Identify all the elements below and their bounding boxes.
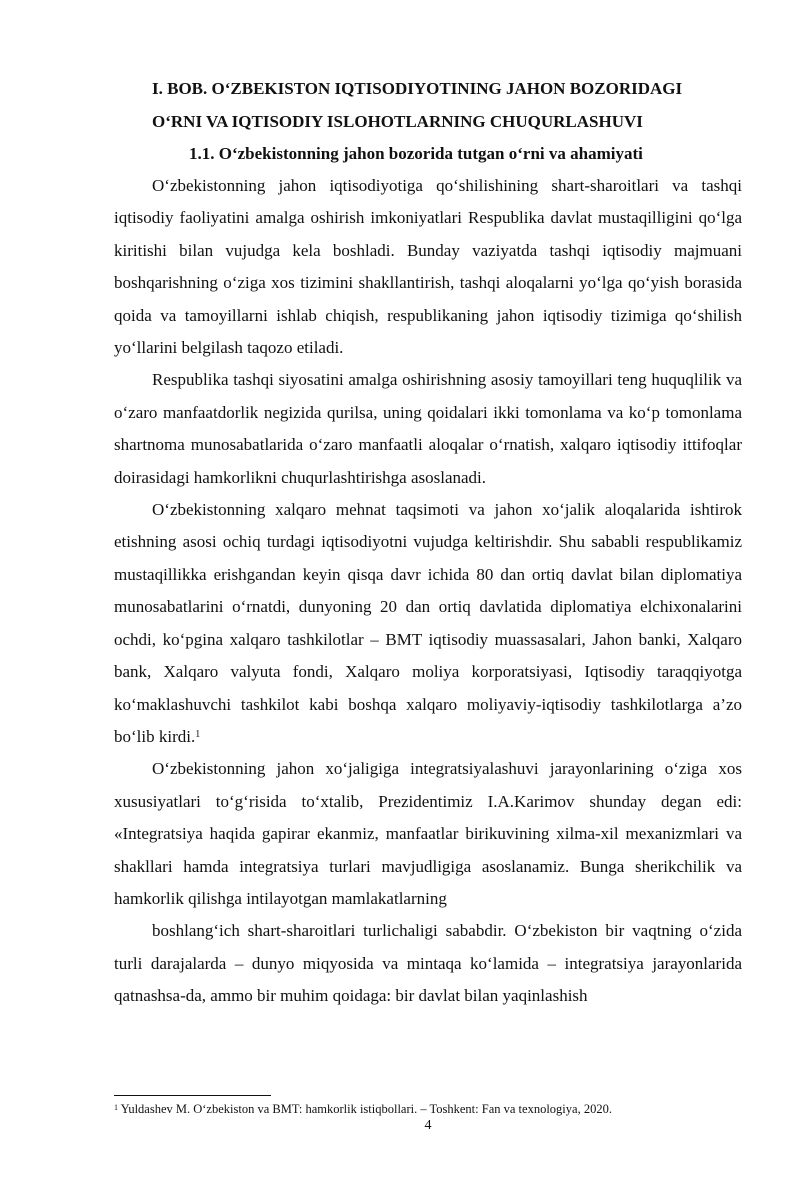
paragraph-1: O‘zbekistonning jahon iqtisodiyotiga qo‘shilishining shart-sharoitlari va tashqi iqtisodiy faoliyatini amalga oshirish imkoniyatlari Respublika davlat mustaqilligini qo‘lga kiritishi bilan vujudga kela boshladi. Bunday vaziyatda tashqi iqtisodiy majmuani boshqarishning o‘ziga xos tizimini shakllantirish, tashqi aloqalarni yo‘lga qo‘yish borasida qoida va tamoyillarni ishlab chiqish, respublikaning jahon iqtisodiy tizimiga qo‘shilish yo‘llarini belgilash taqozo etiladi. xyxy=(114,176,742,358)
paragraph-3-text: O‘zbekistonning xalqaro mehnat taqsimoti va jahon xo‘jalik aloqalarida ishtirok etishning asosi ochiq turdagi iqtisodiyotni vujudga keltirishdir. Shu sababli respublikamiz mustaqillikka erishgandan keyin qisqa davr ichida 80 dan ortiq davlat bilan diplomatiya munosabatlarini o‘rnatdi, dunyoning 20 dan ortiq davlatida diplomatiya elchixonalarini ochdi, ko‘pgina xalqaro tashkilotlar – BMT iqtisodiy muassasalari, Jahon banki, Xalqaro bank, Xalqaro valyuta fondi, Xalqaro moliya korporatsiyasi, Iqtisodiy taraqqiyotga ko‘maklashuvchi tashkilot kabi boshqa xalqaro moliyaviy-iqtisodiy tashkilotlarga a’zo bo‘lib kirdi. xyxy=(114,500,742,746)
footnote-marker: 1 xyxy=(114,1103,118,1112)
document-page xyxy=(0,72,800,1203)
paragraph-4: O‘zbekistonning jahon xo‘jaligiga integratsiyalashuvi jarayonlarining o‘ziga xos xususiyatlari to‘g‘risida to‘xtalib, Prezidentimiz I.A.Karimov shunday degan edi: «Integratsiya haqida gapirar ekanmiz, manfaatlar birikuvining xilma-xil mexanizmlari va shakllari hamda integratsiya turlari mavjudligiga asoslanamiz. Bunga sherikchilik va hamkorlik qilishga intilayotgan mamlakatlarning xyxy=(114,759,742,908)
paragraph-3 xyxy=(114,494,742,753)
footnote xyxy=(114,1101,742,1117)
paragraph-2: Respublika tashqi siyosatini amalga oshirishning asosiy tamoyillari teng huquqlilik va o‘zaro manfaatdorlik negizida qurilsa, uning qoidalari ikki tomonlama va ko‘p tomonlama shartnoma munosabatlarida o‘zaro manfaatli aloqalar o‘rnatish, xalqaro iqtisodiy ittifoqlar doirasidagi hamkorlikni chuqurlashtirishga asoslanadi. xyxy=(114,370,742,487)
chapter-title-line-1: I. BOB. O‘ZBEKISTON IQTISODIYOTINING JAHON BOZORIDAGI xyxy=(152,79,683,98)
chapter-title xyxy=(114,72,742,138)
section-title: 1.1. O‘zbekistonning jahon bozorida tutgan o‘rni va ahamiyati xyxy=(189,144,643,163)
paragraph-5: boshlang‘ich shart-sharoitlari turlichaligi sababdir. O‘zbekiston bir vaqtning o‘zida turli darajalarda – dunyo miqyosida va mintaqa ko‘lamida – integratsiya jarayonlarida qatnashsa-da, ammo bir muhim qoidaga: bir davlat bilan yaqinlashish xyxy=(114,921,742,1006)
chapter-title-line-2: O‘RNI VA IQTISODIY ISLOHOTLARNING CHUQURLASHUVI xyxy=(152,112,643,131)
footnote-separator xyxy=(114,1095,271,1096)
footnote-text: Yuldashev M. O‘zbekiston va BMT: hamkorlik istiqbollari. – Toshkent: Fan va texnologiya, 2020. xyxy=(120,1102,612,1116)
page-number: 4 xyxy=(424,1118,432,1133)
footnote-reference[interactable]: 1 xyxy=(195,728,201,740)
